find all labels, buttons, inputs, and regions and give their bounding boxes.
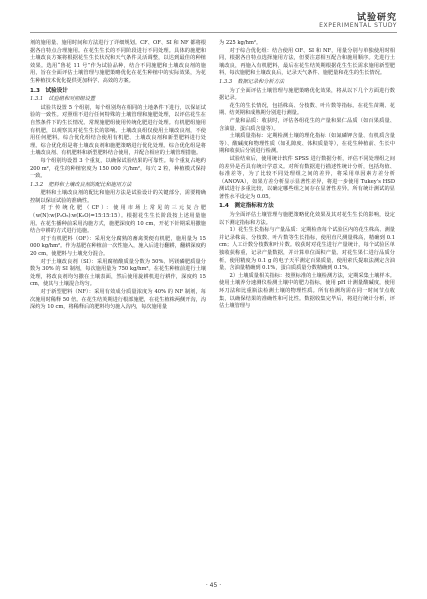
paragraph: 产量和品质：收获时，评估各组花生的产量和果仁品质（如百果质量、含油量、蛋白质含量等）。 [219, 117, 395, 132]
right-column [219, 40, 395, 311]
section-heading: 1.3 试验设计 [30, 87, 68, 94]
journal-section-subtitle: EXPERIMENTAL STUDY [319, 22, 397, 29]
header-rule [30, 32, 397, 33]
paragraph: 花生的生长情况，包括株高、分枝数、叶片数等指标。在花生苗期、花期、结荚期和成熟期分别进行测量。 [219, 102, 395, 117]
paragraph: 对于有机肥料（OF）：采用充分腐熟的畜禽粪便有机肥，施用量为 15 000 kg/hm²。作为基肥在种植前一次性施入，施入后进行翻耕，翻耕深度约 20 cm，使肥料与土壤充分混合。 [30, 235, 206, 258]
paragraph: 2）土壤质量相关指标：按照标准的土壤检测方法，定期采集土壤样本。使用土壤养分速测仪检测土壤中的肥力指标，使用 pH 计测量酸碱度，使用环刀法和比重瓶法检测土壤的物理性质。所有检测均需在同一时间节点收集，以确保结果的准确性和可比性。数据收集完毕后，将进行统计分析，评估土壤管理与 [219, 272, 395, 310]
paragraph: 试验结束后，使用统计软件 SPSS 进行数据分析，评估不同处理组之间的差异是否具有统计学意义。对所有数据进行描述性统计分析，包括均值、标准差等，为了比较不同处理组之间的差异，将采用单因素方差分析（ANOVA），如果方差分析显示显著性差异，将进一步使用 Tukey’s HSD 测试进行多重比较，以确定哪些组之间存在显著性差异。所有统计测试的显著性水平设定为 0.05。 [219, 155, 395, 200]
page-header [30, 10, 397, 34]
page-number: · 45 · [205, 582, 222, 589]
subsection-heading: 1.3.1 试验组和对照组设置 [30, 96, 96, 103]
left-column [30, 40, 206, 312]
section-heading: 1.4 测定指标和方法 [219, 203, 274, 210]
paragraph: 为全面评估土壤管理与施肥策略优化效果及其对花生生长的影响，设定以下测定指标和方法。 [219, 212, 395, 226]
paragraph: 土壤质量指标：定期检测土壤的理化指标（如氮磷钾含量、有机质含量等）、酸碱度和物理性质（如孔隙度、体积质量等），在花生种植前、生长中期和收获后分别进行检测。 [219, 133, 395, 155]
paragraph: 1）花生生长指标与产量品质：定期检查每个试验区内的花生株高、测量并记录株高、分枝数、叶片数等生长指标，使用直尺测量株高，精确到 0.1 cm；人工计数分枝数和叶片数。收获时对花生进行产量统计，每个试验区单独收获称重，记录产量数据，并计算单位面积产量。对花生果仁进行品质分析，使用精度为 0.1 g 的电子天平测定百果质量，使用索氏提取法测定含油量，含油量精确到 0.1%，蛋白质质量分数精确到 0.1%。 [219, 227, 395, 272]
paragraph: 剂的施用量、施用时间和方法进行了详细规划。CF、OF、SI 和 NF 都将根据各自特点合理施用。在花生生长的不同阶段进行不同处理。具体的施肥和土壤改良方案将根据花生生长状况和天气条件灵活调整，以达到最佳的种植效果。选用“鲁花 11 号”作为试验品种，结合不同施肥和土壤改良剂的施用，旨在全面评估土壤管理与施肥策略优化在花生种植中的实际效果，为花生种植技术优化提供更加科学、高效的方案。 [30, 40, 206, 84]
paragraph: 对于土壤改良剂（SI）：采用腐植酸质量分数为 50%、钙镁磷肥质量分数为 30% 的 SI 制剂，每次施用量为 750 kg/hm²。在花生种植前进行土壤处理，将改良剂均匀撒在土壤表面，然后使用旋耕机进行耕作，深度约 15 cm，使其与土壤混合均匀。 [30, 258, 206, 288]
paragraph: 为了全面评估土壤管理与施肥策略优化效果，将从以下几个方面进行数据记录。 [219, 87, 395, 102]
paragraph: 对于传统化肥（CF）：使用市场上常见的三元复合肥（w(N)∶w(P₂O₅)∶w(K₂O)=15∶15∶15）。根据花生生长阶段按上述用量施用。在花生播种前采用沟施方式，施肥深度约 10 cm，开花下针期采用撒施结合中耕的方式进行追施。 [30, 205, 206, 235]
paragraph: 肥料和土壤改良剂的配比和施用方法是试验设计的关键部分，需要精确控制以保证试验的准确性。 [30, 190, 206, 204]
subsection-heading: 1.3.3 数据记录和分析方法 [219, 78, 285, 85]
paragraph: 试验共设置 5 个组别，每个组别均在相同的土地条件下进行，以保证试验的一致性。对照组不进行任何特殊的土壤管理和施肥处理，以评估花生在自然条件下的生长情况。常规施肥组使用传统化肥进行处理。有机肥组施用有机肥，以观察其对花生生长的影响。土壤改良组仅使用土壤改良剂，不使用任何肥料。综合优化组结合使用有机肥、土壤改良剂和新型肥料进行处理。综合优化组是将土壤改良剂和施肥策略进行优化处理。综合优化组是将土壤改良剂、有机肥料和新型肥料结合使用，并配合相应的土壤管理措施。 [30, 104, 206, 157]
subsection-heading: 1.3.2 肥料和土壤改良剂的配比和施用方法 [30, 181, 132, 188]
journal-section-title: 试验研究 [356, 13, 397, 23]
paragraph: 每个组别均设置 3 个重复，以确保试验结果的可靠性。每个重复占地约 200 m²，花生的种植密度为 150 000 穴/hm²，每穴 2 粒，种植模式保持一致。 [30, 157, 206, 180]
paragraph: 对于新型肥料（NF）：采用有效成分质量浓度为 40% 的 NF 制剂，每次施用时稀释 50 倍。在花生结荚期进行根部施肥，在花生植株两侧开沟，沟深约为 10 cm，将稀释后的肥料均匀施入沟内，每次施用量 [30, 289, 206, 311]
paragraph: 对于综合优化组：结合使用 OF、SI 和 NF，用量分别与单独使用时相同，根据各自特点选择施用方法，但要注意相互配合和施用顺序。先进行土壤改良，再施入有机肥料，最后在花生结荚期根据花生生长需求施用新型肥料，每次施肥和土壤改良后，记录天气条件、施肥量和花生的生长情况。 [219, 47, 395, 77]
paragraph: 为 225 kg/hm²。 [219, 40, 262, 46]
